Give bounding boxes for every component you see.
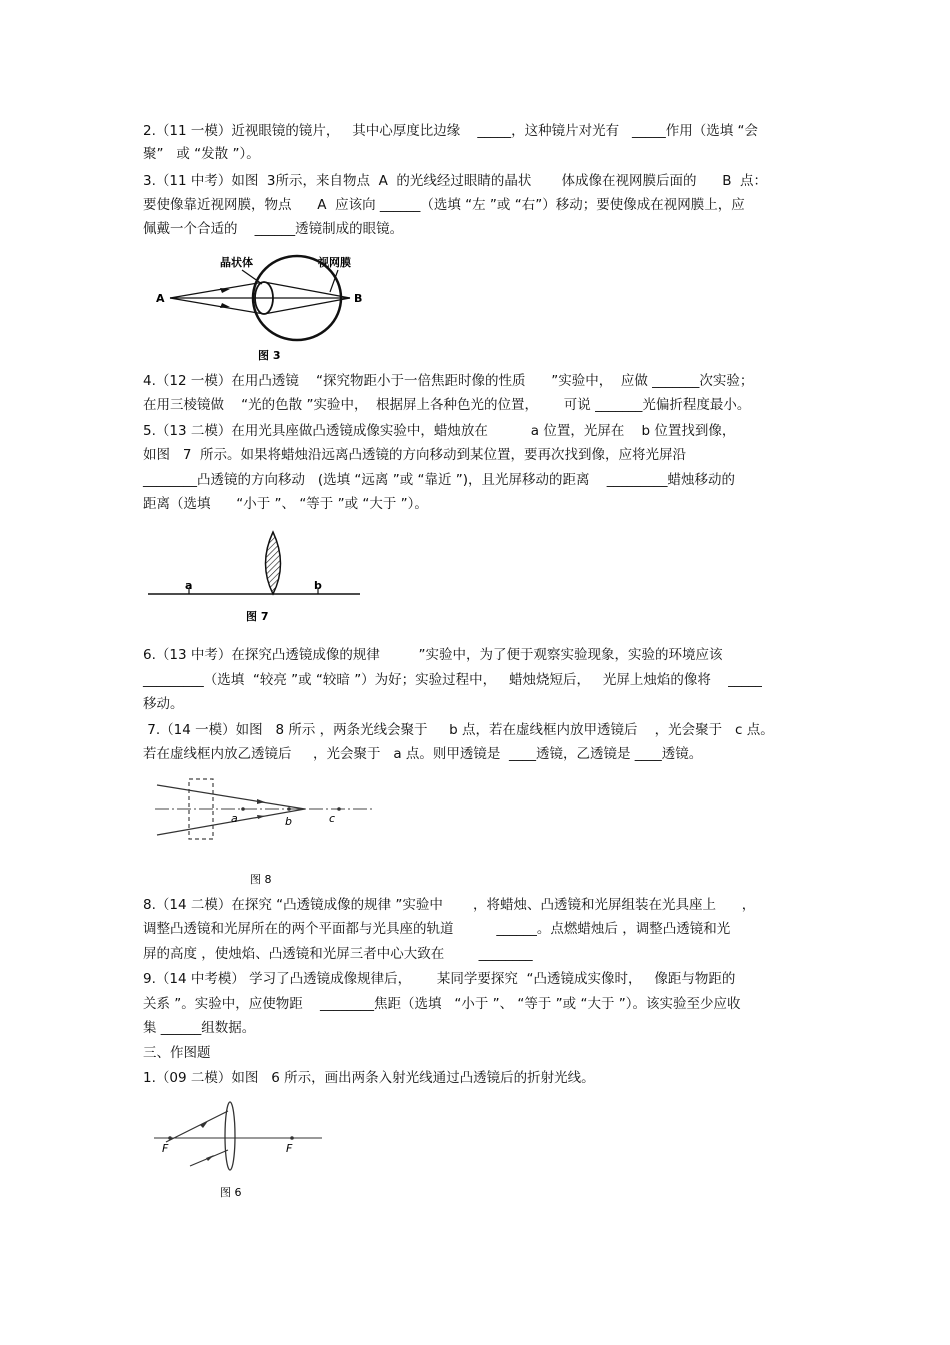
q8-line3: 屏的高度 ，使烛焰、凸透镜和光屏三者中心大致在 ________: [143, 946, 533, 962]
point-a-label: a: [231, 812, 238, 825]
incident-ray-1: [166, 1111, 228, 1142]
focus-right-dot: [290, 1136, 294, 1140]
point-b-dot: [287, 807, 291, 811]
point-b-label: B: [354, 292, 363, 305]
figure-6-lens-diagram: [150, 1098, 330, 1203]
draw-q1: 1.（09 二模）如图 6 所示，画出两条入射光线通过凸透镜后的折射光线。: [143, 1070, 595, 1086]
q9-line1: 9.（14 中考模） 学习了凸透镜成像规律后， 某同学要探究 “凸透镜成实像时， 像距与物距的: [143, 971, 736, 987]
point-b-label: b: [285, 815, 292, 828]
section-heading: 三、作图题: [143, 1045, 211, 1061]
q5-line4: 距离（选填 “小于 ”、 “等于 ”或 “大于 ”）。: [143, 496, 428, 512]
q5-line2: 如图 7 所示。如果将蜡烛沿远离凸透镜的方向移动到某位置，要再次找到像，应将光屏沿: [143, 447, 687, 463]
point-a-dot: [241, 807, 245, 811]
focus-left-label: F: [162, 1142, 169, 1155]
q6-line3: 移动。: [143, 696, 184, 712]
arrow-icon: [220, 303, 230, 308]
focus-left-dot: [168, 1136, 172, 1140]
q5-line1: 5.（13 二模）在用光具座做凸透镜成像实验中，蜡烛放在 a 位置，光屏在 b 位置找到像，: [143, 423, 736, 439]
arrow-icon: [206, 1155, 214, 1161]
ray-lower: [170, 298, 264, 314]
q3-line2: 要使像靠近视网膜，物点 A 应该向 ______（选填 “左 ”或 “右”）移动；要使像成在视网膜上，应: [143, 197, 745, 213]
ray-upper-refracted: [264, 282, 350, 298]
q8-line1: 8.（14 二模）在探究 “凸透镜成像的规律 ”实验中 ，将蜡烛、凸透镜和光屏组装在光具座上 ，: [143, 897, 756, 913]
figure-3-eye-diagram: [150, 250, 390, 365]
q7-line1: 7.（14 一模）如图 8 所示 ，两条光线会聚于 b 点，若在虚线框内放甲透镜后 ，光会聚于 c 点。: [143, 722, 774, 738]
point-a-label: a: [185, 579, 193, 592]
arrow-icon: [257, 799, 265, 804]
focus-right-label: F: [286, 1142, 293, 1155]
ray-upper: [170, 282, 264, 298]
figure-8-converging-rays: [155, 775, 380, 890]
figure-caption: 图 6: [220, 1186, 242, 1199]
q2-line1: 2.（11 一模）近视眼镜的镜片， 其中心厚度比边缘 _____，这种镜片对光有 _____作用（选填 “会: [143, 123, 759, 139]
q5-line3: ________凸透镜的方向移动 (选填 “远离 ”或 “靠近 ”)，且光屏移动的距离 _________蜡烛移动的: [143, 472, 735, 488]
q6-line2: _________（选填 “较亮 ”或 “较暗 ”）为好；实验过程中， 蜡烛烧短后， 光屏上烛焰的像将 _____: [143, 672, 762, 688]
arrow-icon: [257, 815, 265, 819]
figure-caption: 图 3: [258, 349, 281, 362]
point-c-dot: [337, 807, 341, 811]
q2-line2: 聚” 或 “发散 ”）。: [143, 146, 260, 162]
point-c-label: c: [329, 812, 336, 825]
q3-line3: 佩戴一个合适的 ______透镜制成的眼镜。: [143, 221, 404, 237]
figure-caption: 图 8: [250, 873, 272, 886]
q3-line1: 3.（11 中考）如图 3所示，来自物点 A 的光线经过眼睛的晶状 体成像在视网膜后面的 B 点：: [143, 173, 768, 189]
ray-lower-refracted: [264, 298, 350, 314]
q4-line1: 4.（12 一模）在用凸透镜 “探究物距小于一倍焦距时像的性质 ”实验中， 应做 _______次实验；: [143, 373, 754, 389]
q9-line3: 集 ______组数据。: [143, 1020, 256, 1036]
lens-label: 晶状体: [220, 256, 253, 269]
q8-line2: 调整凸透镜和光屏所在的两个平面都与光具座的轨道 ______。点燃蜡烛后 ，调整凸透镜和光: [143, 921, 731, 937]
q9-line2: 关系 ”。实验中，应使物距 ________焦距（选填 “小于 ”、 “等于 ”或 “大于 ”）。该实验至少应收: [143, 996, 741, 1012]
arrow-icon: [200, 1121, 208, 1128]
point-b-label: b: [314, 579, 322, 592]
retina-label: 视网膜: [318, 256, 351, 269]
figure-7-optical-bench: [148, 528, 363, 628]
q7-line2: 若在虚线框内放乙透镜后 ，光会聚于 a 点。则甲透镜是 ____透镜，乙透镜是 ____透镜。: [143, 746, 703, 762]
q4-line2: 在用三棱镜做 “光的色散 ”实验中， 根据屏上各种色光的位置， 可说 _______光偏折程度最小。: [143, 397, 751, 413]
arrow-icon: [220, 288, 230, 293]
q6-line1: 6.（13 中考）在探究凸透镜成像的规律 ”实验中，为了便于观察实验现象，实验的环境应该: [143, 647, 723, 663]
convex-lens: [266, 532, 281, 594]
point-a-label: A: [156, 292, 165, 305]
ray-upper: [157, 785, 305, 809]
figure-caption: 图 7: [246, 610, 269, 623]
